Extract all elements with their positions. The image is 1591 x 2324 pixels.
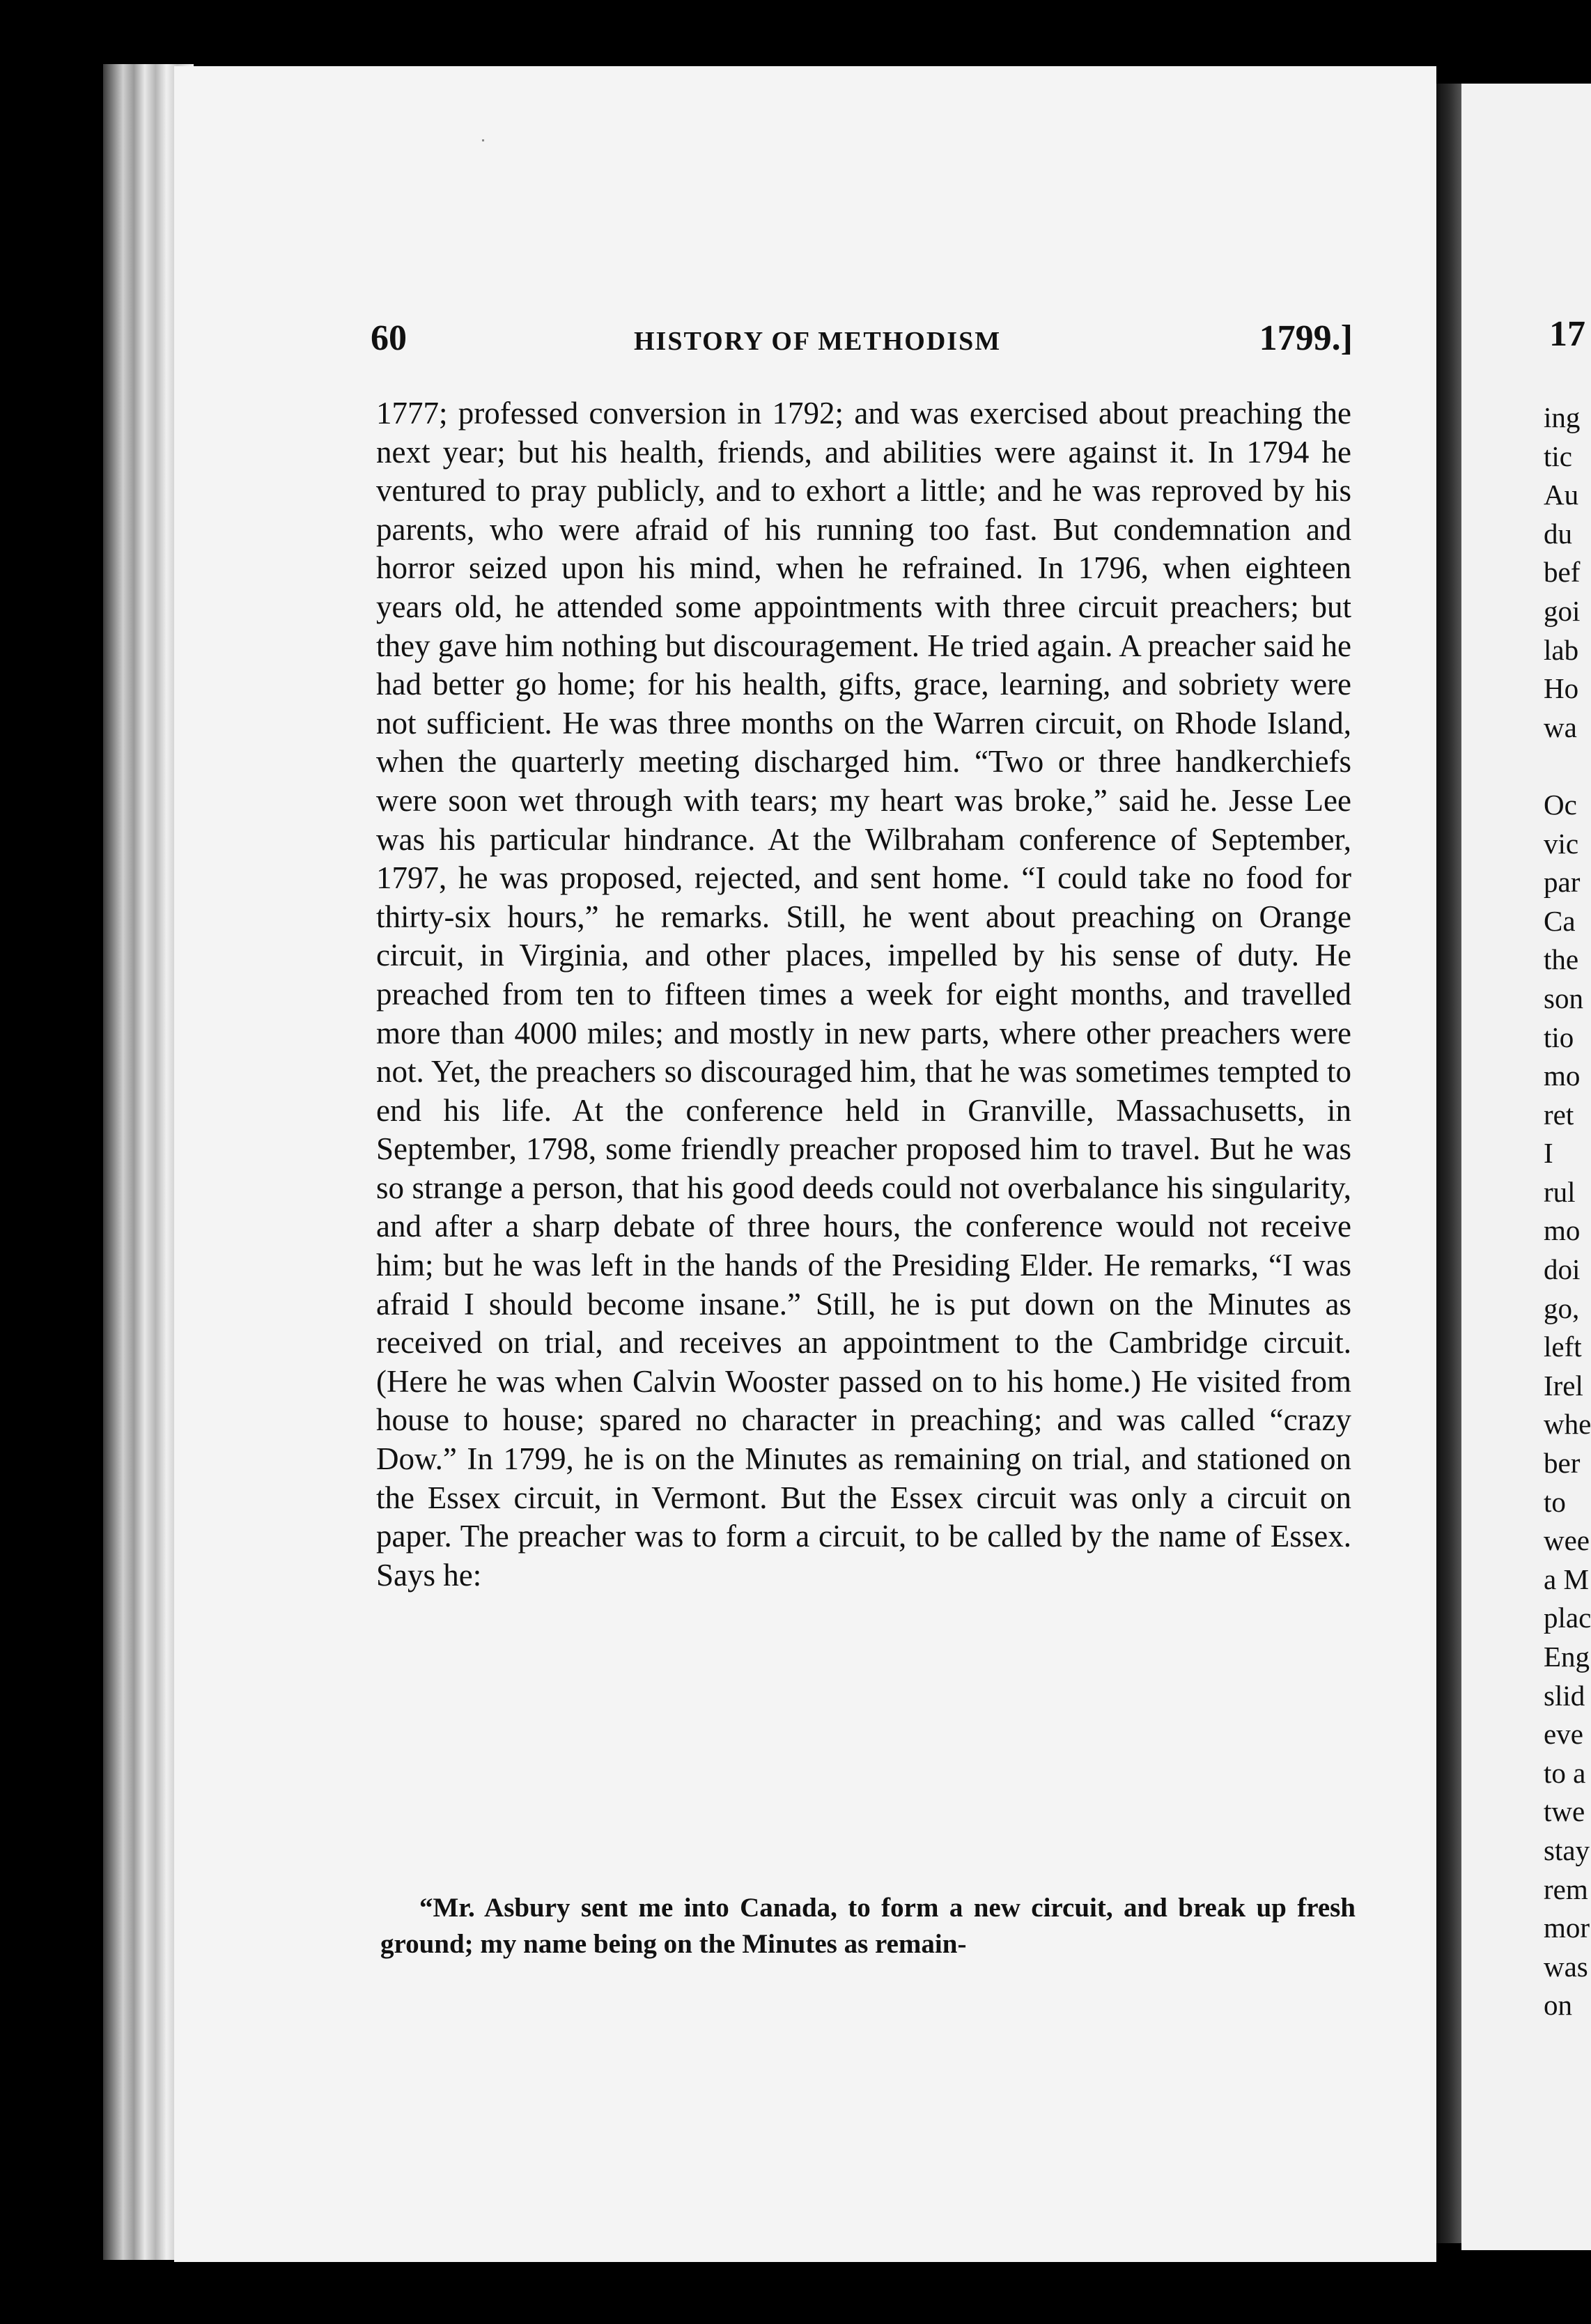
right-page-line-fragment: Au bbox=[1544, 479, 1579, 511]
right-page-line-fragment: slid bbox=[1544, 1679, 1585, 1712]
right-page-line-fragment: Oc bbox=[1544, 788, 1577, 821]
running-head-year: 1799.] bbox=[1259, 318, 1353, 358]
right-page-line-fragment: go, bbox=[1544, 1292, 1580, 1324]
right-page-line-fragments bbox=[1544, 398, 1591, 2025]
right-page-line-fragment: left bbox=[1544, 1331, 1582, 1363]
right-page-line-fragment: ber bbox=[1544, 1447, 1581, 1480]
running-head bbox=[371, 318, 1353, 366]
page-number: 60 bbox=[371, 318, 407, 358]
right-page-line-fragment: rul bbox=[1544, 1175, 1576, 1208]
right-page-line-fragment: stay bbox=[1544, 1834, 1590, 1866]
right-page-line-fragment: goi bbox=[1544, 594, 1581, 627]
right-page-line-fragment: a M bbox=[1544, 1563, 1589, 1595]
right-page-line-fragment: tic bbox=[1544, 440, 1572, 472]
right-page-line-fragment: twe bbox=[1544, 1795, 1585, 1828]
right-page-line-fragment: du bbox=[1544, 517, 1572, 550]
right-page-line-fragment: the bbox=[1544, 943, 1579, 976]
right-page-line-fragment: rem bbox=[1544, 1873, 1588, 1905]
right-page-line-fragment: Ca bbox=[1544, 904, 1576, 937]
right-page-line-fragment: I bbox=[1544, 1137, 1553, 1170]
right-page-line-fragment: wa bbox=[1544, 711, 1577, 743]
right-page-line-fragment: ing bbox=[1544, 401, 1581, 433]
right-page-line-fragment: doi bbox=[1544, 1253, 1581, 1286]
right-page-line-fragment: to bbox=[1544, 1485, 1566, 1518]
right-page-line-fragment: Ho bbox=[1544, 672, 1579, 705]
right-page-fragment bbox=[1461, 84, 1591, 2250]
right-page-line-fragment: mor bbox=[1544, 1912, 1590, 1944]
block-quote: “Mr. Asbury sent me into Canada, to form a new circuit, and break up fresh ground; my name being on the Minutes as remain- bbox=[380, 1893, 1356, 1959]
right-page-line-fragment: vic bbox=[1544, 827, 1579, 860]
gutter-shadow bbox=[1436, 84, 1461, 2243]
right-page-line-fragment: Eng bbox=[1544, 1641, 1590, 1673]
right-page-line-fragment: plac bbox=[1544, 1602, 1591, 1634]
right-page-line-fragment: whe bbox=[1544, 1408, 1591, 1441]
right-page-line-fragment: par bbox=[1544, 866, 1581, 899]
right-page-line-fragment: lab bbox=[1544, 633, 1579, 666]
right-page-line-fragment: wee bbox=[1544, 1524, 1590, 1557]
right-page-line-fragment: tio bbox=[1544, 1021, 1574, 1053]
right-page-line-fragment: Irel bbox=[1544, 1369, 1583, 1402]
right-page-line-fragment bbox=[1544, 747, 1591, 786]
right-page-line-fragment: was bbox=[1544, 1950, 1588, 1983]
running-head-title: HISTORY OF METHODISM bbox=[634, 327, 1002, 356]
right-page-line-fragment: mo bbox=[1544, 1060, 1581, 1092]
right-page-line-fragment: ret bbox=[1544, 1098, 1574, 1131]
right-page-line-fragment: eve bbox=[1544, 1718, 1583, 1751]
print-speck bbox=[482, 139, 484, 141]
right-page-line-fragment: bef bbox=[1544, 556, 1581, 589]
right-page-line-fragment: son bbox=[1544, 982, 1583, 1014]
right-page-number: 17 bbox=[1549, 314, 1585, 354]
right-page-line-fragment: mo bbox=[1544, 1214, 1581, 1247]
right-page-line-fragment: on bbox=[1544, 1989, 1572, 2022]
body-paragraph: 1777; professed conversion in 1792; and was exercised about preaching the next year; but his health, friends, and abilities were against it. In 1794 he ventured to pray publicly, and to exhort a little; and he was reproved by his parents, who were afraid of his running too fast. But condemnation and horror seized upon his mind, when he refrained. In 1796, when eighteen years old, he attended some appointments with three circuit preachers; but they gave him nothing but discouragement. He tried again. A preacher said he had better go home; for his health, gifts, grace, learning, and sobriety were not sufficient. He was three months on the Warren circuit, on Rhode Island, when the quarterly meeting discharged him. “Two or three handkerchiefs were soon wet through with tears; my heart was broke,” said he. Jesse Lee was his particular hindrance. At the Wilbraham conference of September, 1797, he was proposed, rejected, and sent home. “I could take no food for thirty-six hours,” he remarks. Still, he went about preaching on Orange circuit, in Virginia, and other places, impelled by his sense of duty. He preached from ten to fifteen times a week for eight months, and travelled more than 4000 miles; and mostly in new parts, where other preachers were not. Yet, the preachers so discouraged him, that he was sometimes tempted to end his life. At the conference held in Granville, Massachusetts, in September, 1798, some friendly preacher proposed him to travel. But he was so strange a person, that his good deeds could not overbalance his singularity, and after a sharp debate of three hours, the conference would not receive him; but he was left in the hands of the Presiding Elder. He remarks, “I was afraid I should become insane.” Still, he is put down on the Minutes as received on trial, and receives an appointment to the Cambridge circuit. (Here he was when Calvin Wooster passed on to his home.) He visited from house to house; spared no character in preaching; and was called “crazy Dow.” In 1799, he is on the Minutes as remaining on trial, and stationed on the Essex circuit, in Vermont. But the Essex circuit was only a circuit on paper. The preacher was to form a circuit, to be called by the name of Essex. Says he: bbox=[376, 396, 1351, 1593]
right-page-line-fragment: to a bbox=[1544, 1756, 1586, 1789]
